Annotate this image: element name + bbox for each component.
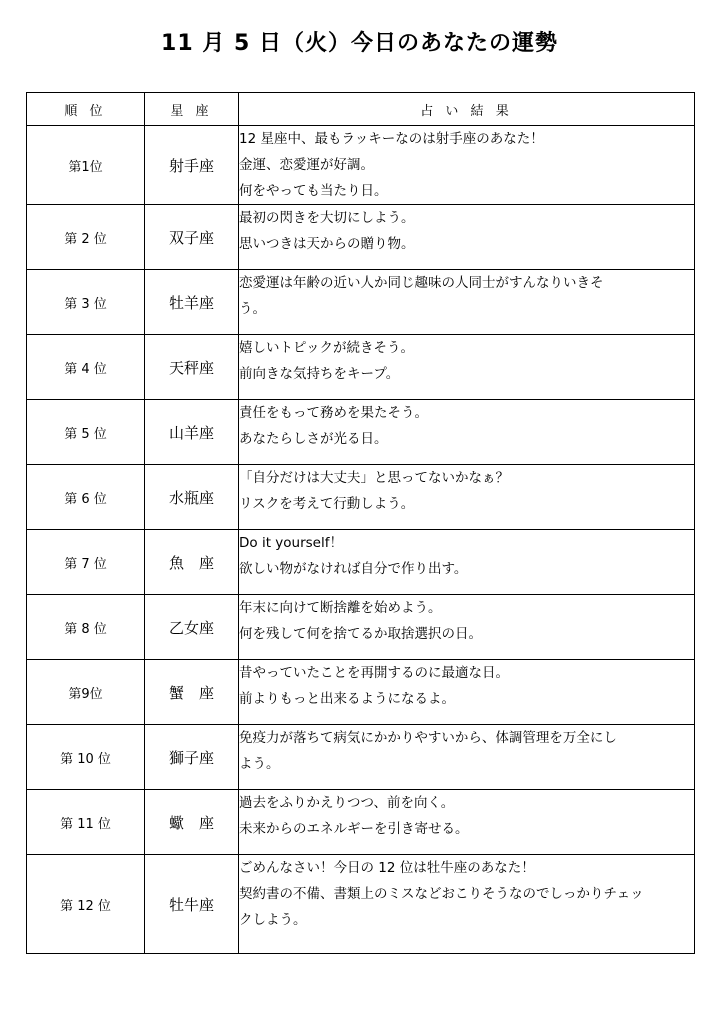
result-line: 昔やっていたことを再開するのに最適な日。 — [239, 665, 509, 681]
result-line: Do it yourself！ — [239, 535, 343, 551]
fortune-table — [26, 92, 695, 954]
table-row — [27, 660, 695, 725]
rank-cell: 第 4 位 — [27, 335, 145, 400]
result-line: 12 星座中、最もラッキーなのは射手座のあなた！ — [239, 131, 544, 147]
result-line: リスクを考えて行動しよう。 — [239, 496, 415, 512]
sign-cell: 水瓶座 — [145, 465, 239, 530]
table-row — [27, 790, 695, 855]
result-line: 恋愛運は年齢の近い人か同じ趣味の人同士がすんなりいきそ — [239, 275, 604, 291]
result-cell — [239, 595, 695, 660]
header-sign: 星 座 — [145, 93, 239, 126]
header-rank: 順 位 — [27, 93, 145, 126]
result-cell — [239, 855, 695, 954]
sign-cell: 牡羊座 — [145, 270, 239, 335]
rank-cell: 第 10 位 — [27, 725, 145, 790]
sign-cell: 蟹 座 — [145, 660, 239, 725]
sign-cell: 山羊座 — [145, 400, 239, 465]
rank-cell: 第 8 位 — [27, 595, 145, 660]
result-cell — [239, 465, 695, 530]
result-line: 前向きな気持ちをキープ。 — [239, 366, 400, 382]
table-row — [27, 725, 695, 790]
result-cell — [239, 725, 695, 790]
table-header-row — [27, 93, 695, 126]
rank-cell: 第 6 位 — [27, 465, 145, 530]
rank-cell: 第1位 — [27, 126, 145, 205]
table-row — [27, 465, 695, 530]
result-cell — [239, 205, 695, 270]
result-line: 「自分だけは大丈夫」と思ってないかなぁ？ — [239, 470, 509, 486]
table-row — [27, 530, 695, 595]
result-line: 責任をもって務めを果たそう。 — [239, 405, 428, 421]
result-cell — [239, 126, 695, 205]
result-cell — [239, 790, 695, 855]
table-row — [27, 595, 695, 660]
result-line: 年末に向けて断捨離を始めよう。 — [239, 600, 442, 616]
result-cell — [239, 270, 695, 335]
result-line: 金運、恋愛運が好調。 — [239, 157, 374, 173]
result-cell — [239, 335, 695, 400]
result-line: 思いつきは天からの贈り物。 — [239, 236, 415, 252]
result-cell — [239, 400, 695, 465]
result-line: クしよう。 — [239, 912, 307, 928]
sign-cell: 乙女座 — [145, 595, 239, 660]
header-result: 占 い 結 果 — [239, 93, 695, 126]
table-row — [27, 335, 695, 400]
result-line: 嬉しいトピックが続きそう。 — [239, 340, 414, 356]
rank-cell: 第 12 位 — [27, 855, 145, 954]
table-row — [27, 270, 695, 335]
sign-cell: 双子座 — [145, 205, 239, 270]
result-line: 何を残して何を捨てるか取捨選択の日。 — [239, 626, 482, 642]
rank-cell: 第 5 位 — [27, 400, 145, 465]
result-line: 契約書の不備、書類上のミスなどおこりそうなのでしっかりチェッ — [239, 886, 644, 902]
sign-cell: 射手座 — [145, 126, 239, 205]
sign-cell: 蠍 座 — [145, 790, 239, 855]
sign-cell: 天秤座 — [145, 335, 239, 400]
result-line: 最初の閃きを大切にしよう。 — [239, 210, 415, 226]
result-cell — [239, 660, 695, 725]
rank-cell: 第 3 位 — [27, 270, 145, 335]
result-line: よう。 — [239, 756, 280, 772]
result-line: 未来からのエネルギーを引き寄せる。 — [239, 821, 469, 837]
table-row — [27, 126, 695, 205]
result-line: あなたらしさが光る日。 — [239, 431, 388, 447]
table-row — [27, 400, 695, 465]
rank-cell: 第9位 — [27, 660, 145, 725]
result-line: 前よりもっと出来るようになるよ。 — [239, 691, 455, 707]
result-line: 欲しい物がなければ自分で作り出す。 — [239, 561, 468, 577]
result-cell — [239, 530, 695, 595]
rank-cell: 第 7 位 — [27, 530, 145, 595]
rank-cell: 第 11 位 — [27, 790, 145, 855]
page-title: 11 月 5 日（火）今日のあなたの運勢 — [161, 31, 558, 56]
sign-cell: 獅子座 — [145, 725, 239, 790]
result-line: ごめんなさい！今日の 12 位は牡牛座のあなた！ — [239, 860, 535, 876]
result-line: 何をやっても当たり日。 — [239, 183, 388, 199]
table-row — [27, 205, 695, 270]
sign-cell: 魚 座 — [145, 530, 239, 595]
result-line: 免疫力が落ちて病気にかかりやすいから、体調管理を万全にし — [239, 730, 617, 746]
result-line: う。 — [239, 301, 266, 317]
table-row — [27, 855, 695, 954]
rank-cell: 第 2 位 — [27, 205, 145, 270]
sign-cell: 牡牛座 — [145, 855, 239, 954]
result-line: 過去をふりかえりつつ、前を向く。 — [239, 795, 455, 811]
